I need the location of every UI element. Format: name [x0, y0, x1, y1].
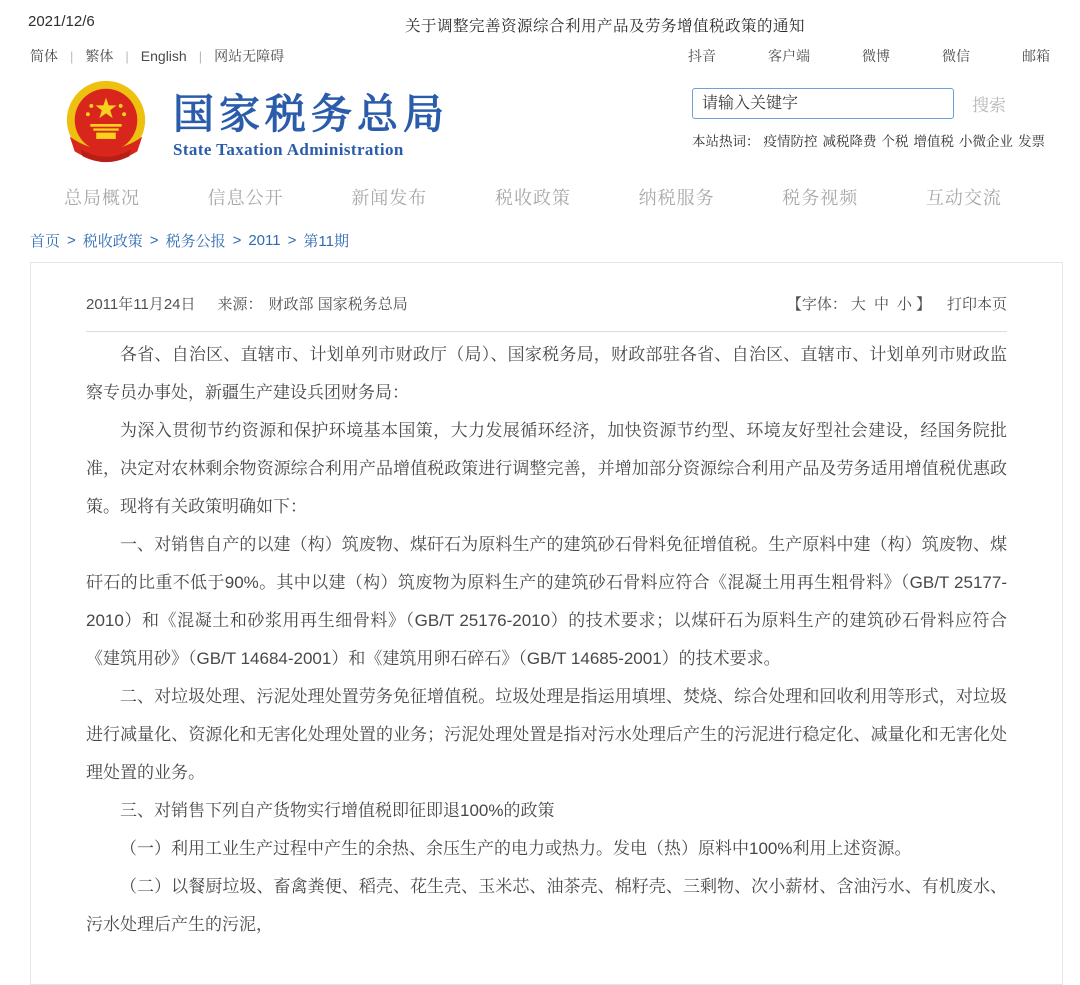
font-size-button[interactable]: 大 [850, 296, 866, 313]
hot-words [692, 130, 1045, 150]
language-link[interactable]: 繁体 [85, 48, 114, 64]
language-link[interactable]: 网站无障碍 [214, 48, 285, 64]
social-links [636, 46, 1050, 66]
breadcrumb-link[interactable]: 第11期 [303, 232, 349, 250]
article-paragraph: （二）以餐厨垃圾、畜禽粪便、稻壳、花生壳、玉米芯、油茶壳、棉籽壳、三剩物、次小薪材、含油污水、有机废水、污水处理后产生的污泥， [86, 877, 1007, 934]
social-link[interactable]: 客户端 [768, 48, 810, 64]
nav-item[interactable]: 税务视频 [782, 188, 859, 208]
print-header [0, 0, 1080, 42]
article-source: 财政部 国家税务总局 [268, 296, 408, 313]
site-logo[interactable] [55, 78, 449, 168]
search-area [692, 78, 1045, 150]
nav-item[interactable]: 信息公开 [207, 188, 284, 208]
breadcrumb-link[interactable]: 首页 [30, 232, 61, 250]
article-date: 2011年11月24日 [86, 296, 196, 313]
separator: > [287, 231, 297, 249]
hot-word-link[interactable]: 小微企业 [959, 134, 1013, 149]
site-brand [173, 86, 449, 160]
article-paragraph: 各省、自治区、直辖市、计划单列市财政厅（局）、国家税务局，财政部驻各省、自治区、直辖市、计划单列市财政监察专员办事处，新疆生产建设兵团财务局： [86, 345, 1007, 402]
hot-word-link[interactable]: 个税 [881, 134, 909, 149]
font-size-suffix: 】 [915, 296, 931, 313]
site-name-en: State Taxation Administration [173, 140, 404, 160]
font-size-controls [847, 293, 916, 314]
article-meta [86, 293, 1007, 332]
separator: > [149, 231, 159, 249]
hot-word-link[interactable]: 增值税 [913, 134, 954, 149]
font-size-prefix: 【字体： [786, 296, 847, 313]
article-source-label: 来源： [217, 296, 263, 313]
hot-word-link[interactable]: 减税降费 [822, 134, 877, 149]
search-button[interactable]: 搜索 [972, 91, 1006, 116]
article-paragraph: （一）利用工业生产过程中产生的余热、余压生产的电力或热力。发电（热）原料中100%利用上述资源。 [120, 839, 912, 858]
utility-bar [0, 42, 1080, 70]
main-nav [0, 174, 1080, 220]
separator: | [198, 48, 203, 64]
nav-item[interactable]: 纳税服务 [638, 188, 715, 208]
search-input[interactable] [692, 88, 954, 119]
social-link[interactable]: 邮箱 [1022, 48, 1050, 64]
language-link[interactable]: 简体 [30, 48, 58, 64]
breadcrumb-link[interactable]: 税务公报 [165, 232, 226, 250]
language-switcher [30, 46, 284, 66]
hot-word-link[interactable]: 发票 [1018, 134, 1045, 149]
site-header [0, 70, 1080, 174]
print-page-link[interactable]: 打印本页 [946, 296, 1007, 313]
article-paragraph: 三、对销售下列自产货物实行增值税即征即退100%的政策 [120, 801, 555, 820]
social-link[interactable]: 微信 [942, 48, 970, 64]
breadcrumb-link[interactable]: 税收政策 [82, 232, 143, 250]
separator: | [125, 48, 129, 64]
article-meta-left [86, 293, 414, 314]
font-size-button[interactable]: 中 [873, 296, 889, 313]
article-paragraph: 二、对垃圾处理、污泥处理处置劳务免征增值税。垃圾处理是指运用填埋、焚烧、综合处理和回收利用等形式，对垃圾进行减量化、资源化和无害化处理处置的业务；污泥处理处置是指对污水处理后产生的污泥进行稳定化、减量化和无害化处理处置的业务。 [86, 687, 1007, 782]
separator: | [70, 48, 74, 64]
breadcrumb-link[interactable]: 2011 [248, 231, 281, 249]
national-emblem-icon [55, 78, 157, 168]
separator: > [67, 231, 76, 249]
page-title: 关于调整完善资源综合利用产品及劳务增值税政策的通知 [405, 18, 806, 35]
article-paragraph: 为深入贯彻节约资源和保护环境基本国策，大力发展循环经济，加快资源节约型、环境友好型社会建设，经国务院批准，决定对农林剩余物资源综合利用产品增值税政策进行调整完善，并增加部分资源综合利用产品及劳务适用增值税优惠政策。现将有关政策明确如下： [86, 421, 1007, 516]
font-size-button[interactable]: 小 [896, 296, 912, 313]
article-meta-right [787, 293, 1007, 314]
breadcrumb [0, 220, 1080, 254]
separator: > [232, 231, 242, 249]
nav-item[interactable]: 互动交流 [925, 188, 1002, 208]
print-date: 2021/12/6 [28, 13, 95, 30]
nav-item[interactable]: 总局概况 [64, 188, 140, 208]
hot-words-list [764, 134, 1051, 149]
language-link[interactable]: English [140, 48, 187, 64]
social-link[interactable]: 抖音 [688, 48, 716, 64]
social-link[interactable]: 微博 [862, 48, 890, 64]
article-body [86, 336, 1007, 944]
nav-item[interactable]: 税收政策 [494, 188, 571, 208]
hot-word-link[interactable]: 疫情防控 [763, 134, 818, 149]
article-box [30, 262, 1063, 985]
site-name: 国家税务总局 [173, 90, 449, 137]
article-paragraph: 一、对销售自产的以建（构）筑废物、煤矸石为原料生产的建筑砂石骨料免征增值税。生产原料中建（构）筑废物、煤矸石的比重不低于90%。其中以建（构）筑废物为原料生产的建筑砂石骨料应符合《混凝土用再生粗骨料》（GB/T 25177-2010）和《混凝土和砂浆用再生细骨料》（GB/T 25176-2010）的技术要求；以煤矸石为原料生产的建筑砂石骨料应符合《建筑用砂》（GB/T 14684-2001）和《建筑用卵石碎石》（GB/T 14685-2001）的技术要求。 [86, 535, 1007, 668]
nav-item[interactable]: 新闻发布 [351, 188, 428, 208]
hot-words-label: 本站热词： [692, 134, 760, 149]
